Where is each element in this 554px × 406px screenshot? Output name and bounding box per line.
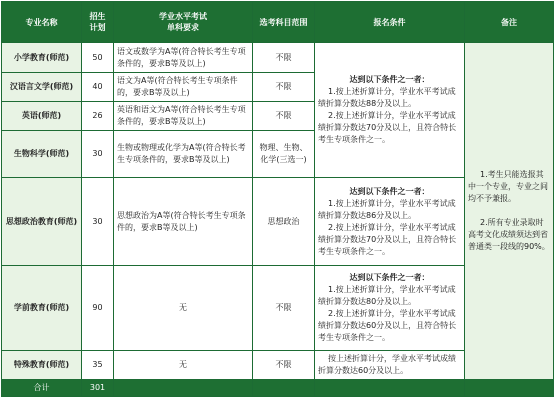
condition-heading: 达到以下条件之一者： [349,273,430,282]
conditions-group-b [315,178,465,266]
total-blank [114,380,253,397]
plan-count: 90 [82,266,114,351]
score-requirement: 英语和语文为A等(符合特长考生专项条件的，要求B等及以上) [114,102,253,131]
notes-cell [465,43,554,380]
subject-range: 物理、生物、化学(三选一) [253,131,315,178]
plan-count: 50 [82,43,114,73]
condition-heading: 达到以下条件之一者： [349,75,430,84]
subject-range: 不限 [253,73,315,102]
plan-count: 30 [82,131,114,178]
major-name: 特殊教育(师范) [2,351,82,380]
note-item: 2.所有专业录取时高考文化成绩须达到省普通类一段线的90%。 [468,218,550,251]
condition-item: 2.按上述折算计分，学业水平考试成绩折算分数达70分及以上，且符合特长考生专项条件之一。 [318,222,457,256]
total-blank [465,380,554,397]
total-label: 合计 [2,380,82,397]
score-requirement: 无 [114,351,253,380]
header-requirement-line1: 学业水平考试 [159,12,207,21]
subject-range: 不限 [253,43,315,73]
header-plan-line2: 计划 [89,23,106,32]
condition-item: 2.按上述折算计分，学业水平考试成绩折算分数达70分及以上，且符合特长考生专项条件之一。 [318,111,457,144]
subject-range: 不限 [253,102,315,131]
score-requirement: 思想政治为A等(符合特长考生专项条件的，要求B等及以上) [114,178,253,266]
major-name: 学前教育(师范) [2,266,82,351]
plan-count: 26 [82,102,114,131]
total-row [2,380,554,397]
plan-count: 35 [82,351,114,380]
header-plan [82,2,114,43]
total-blank [253,380,315,397]
condition-item: 1.按上述折算计分，学业水平考试成绩折算分数达88分及以上。 [318,87,456,108]
subject-range: 思想政治 [253,178,315,266]
condition-item: 1.按上述折算计分，学业水平考试成绩折算分数达86分及以上。 [318,198,456,220]
conditions-group-a [315,43,465,178]
major-name: 汉语言文学(师范) [2,73,82,102]
major-name: 小学教育(师范) [2,43,82,73]
header-subjects: 选考科目范围 [253,2,315,43]
header-requirement [114,2,253,43]
condition-item: 2.按上述折算计分，学业水平考试成绩折算分数达60分及以上，且符合特长考生专项条件之一。 [318,309,457,342]
note-item: 1.考生只能选报其中一个专业，专业之间均不予兼报。 [468,170,548,203]
subject-range: 不限 [253,266,315,351]
table-row [2,43,554,73]
admission-table [1,1,554,397]
major-name: 英语(师范) [2,102,82,131]
total-blank [315,380,465,397]
score-requirement: 语文为A等(符合特长考生专项条件的，要求B等及以上) [114,73,253,102]
subject-range: 不限 [253,351,315,380]
score-requirement: 语文或数学为A等(符合特长考生专项条件的，要求B等及以上) [114,43,253,73]
condition-item: 按上述折算计分，学业水平考试成绩折算分数达60分及以上。 [318,354,456,375]
plan-count: 30 [82,178,114,266]
total-value: 301 [82,380,114,397]
conditions-group-c [315,266,465,351]
condition-heading: 达到以下条件之一者： [349,186,430,196]
header-requirement-line2: 单科要求 [167,23,199,32]
header-plan-line1: 招生 [89,12,106,21]
table-header-row [2,2,554,43]
major-name: 思想政治教育(师范) [2,178,82,266]
conditions-group-d [315,351,465,380]
score-requirement: 生物或物理或化学为A等(符合特长考生专项条件的，要求B等及以上) [114,131,253,178]
header-notes: 备注 [465,2,554,43]
major-name: 生物科学(师范) [2,131,82,178]
score-requirement: 无 [114,266,253,351]
header-major: 专业名称 [2,2,82,43]
header-conditions: 报名条件 [315,2,465,43]
plan-count: 40 [82,73,114,102]
condition-item: 1.按上述折算计分，学业水平考试成绩折算分数达80分及以上。 [318,285,456,306]
